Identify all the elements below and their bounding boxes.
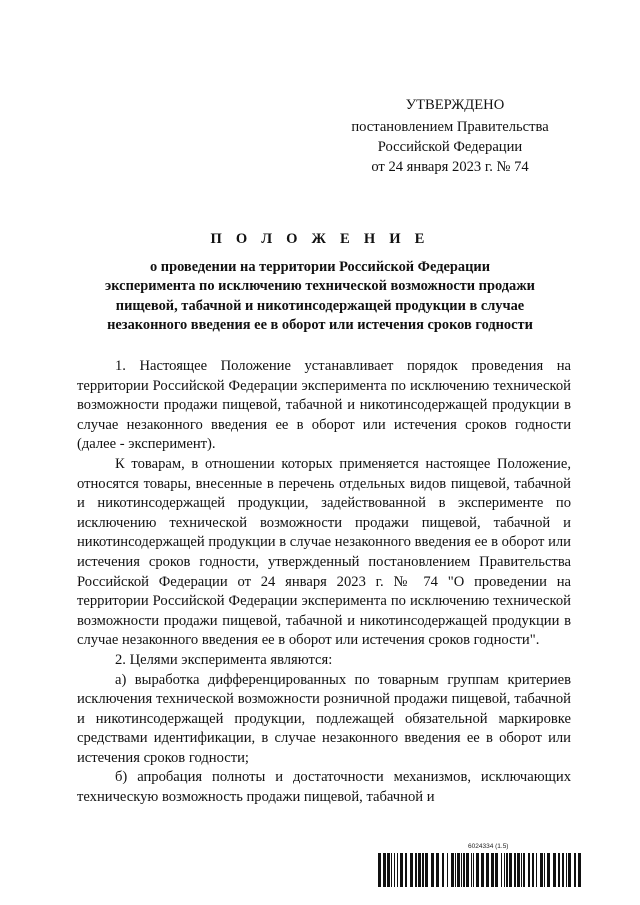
approval-stamp (330, 95, 570, 177)
barcode (378, 843, 582, 888)
document-subtitle-line-4: незаконного введения ее в оборот или истечения сроков годности (107, 317, 533, 333)
document-body (77, 357, 571, 808)
approval-title: УТВЕРЖДЕНО (405, 97, 505, 113)
barcode-id-text: 6024334 (1.5) (468, 843, 509, 850)
approval-line-2: Российской Федерации (377, 139, 523, 155)
document-heading (60, 230, 580, 336)
document-subtitle-line-2: эксперимента по исключению технической возможности продажи (105, 278, 535, 294)
document-subtitle-line-3: пищевой, табачной и никотинсодержащей продукции в случае (115, 297, 525, 314)
approval-line-3: от 24 января 2023 г. № 74 (371, 159, 529, 175)
paragraph-3: 2. Целями эксперимента являются: (115, 651, 333, 668)
paragraph-2: К товарам, в отношении которых применяется настоящее Положение, относятся товары, внесенные в перечень отдельных видов пищевой, табачной и никотинсодержащей продукции, задействованной в эксперименте по исключению технической возможности продажи пищевой, табачной и никотинсодержащей продукции в случае незаконного введения ее в оборот или истечения сроков годности, утвержденный постановлением Правительства Российской Федерации от 24 января 2023 г. № 74 "О проведении на территории Российской Федерации эксперимента по исключению технической возможности продажи пищевой, табачной и никотинсодержащей продукции в случае незаконного введения ее в оборот или истечения сроков годности". (77, 455, 571, 649)
barcode-bars-icon (378, 853, 582, 887)
document-title: П О Л О Ж Е Н И Е (210, 231, 430, 247)
paragraph-5: б) апробация полноты и достаточности механизмов, исключающих техническую возможность продажи пищевой, табачной и (77, 769, 571, 806)
paragraph-1: 1. Настоящее Положение устанавливает порядок проведения на территории Российской Федерации эксперимента по исключению технической возможности продажи пищевой, табачной и никотинсодержащей продукции в случае незаконного введения ее в оборот или истечения сроков годности (далее - эксперимент). (77, 358, 571, 453)
document-subtitle-line-1: о проведении на территории Российской Федерации (150, 258, 490, 275)
approval-line-1: постановлением Правительства (351, 119, 549, 135)
paragraph-4: а) выработка дифференцированных по товарным группам критериев исключения технической возможности розничной продажи пищевой, табачной и никотинсодержащей продукции, подлежащей обязательной маркировке средствами идентификации, в случае незаконного введения ее в оборот или истечения сроков годности; (77, 671, 571, 766)
